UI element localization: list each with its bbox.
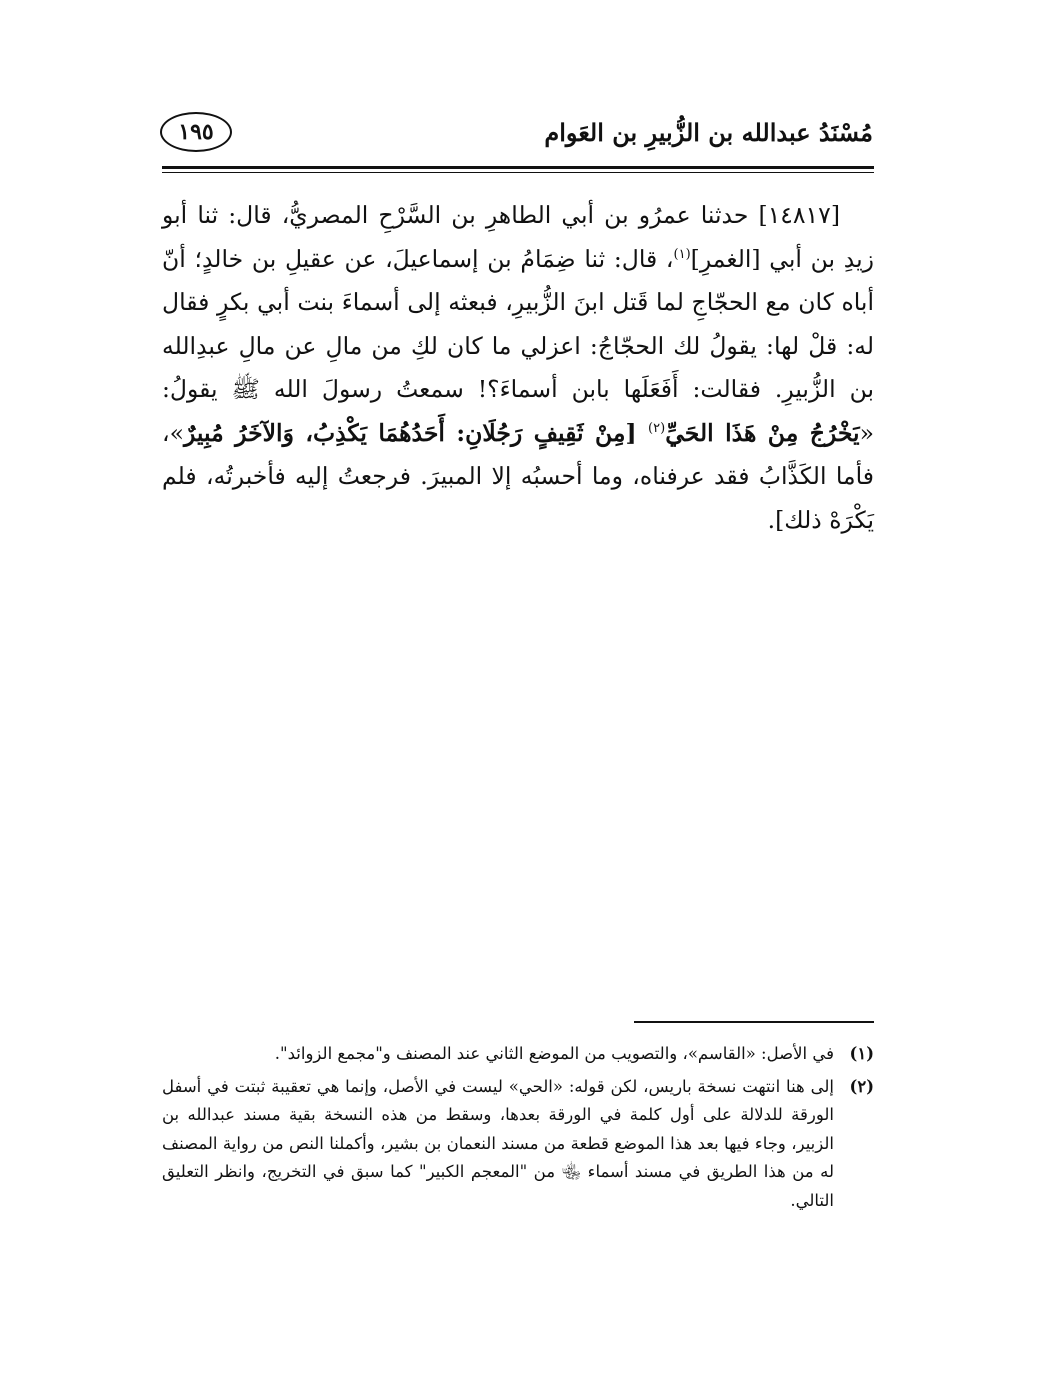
footnote-text: في الأصل: «القاسم»، والتصويب من الموضع الثاني عند المصنف و"مجمع الزوائد". [274,1044,834,1063]
footnote-ref-1: (١) [673,246,691,262]
footnote-separator [634,1021,874,1023]
footnote-item [162,1040,874,1069]
hadith-text-part-2: ، قال: ثنا ضِمَامُ بن إسماعيلَ، عن عقيلِ بن خالدٍ؛ أنّ أباه كان مع الحجّاجِ لما قَتل ابنَ الزُّبيرِ، فبعثه إلى أسماءَ بنت أبي بكرٍ فقال له: قلْ لها: يقولُ لك الحجّاجُ: اعزلي ما كان لكِ من مالِ عن مالِ عبدِالله بن الزُّبيرِ. فقالت: أَفَعَلَها بابن أسماءَ؟! سمعتُ رسولَ الله ﷺ يقولُ: « [162,244,874,447]
header-rule-thick [162,166,874,169]
hadith-body [162,194,874,542]
footnote-ref-2: (٢) [648,420,666,436]
page-number-badge [160,112,232,152]
hadith-text-part-1: حدثنا عمرُو بن أبي الطاهرِ بن السَّرْحِ المصريُّ، قال: ثنا أبو زيدِ بن أبي [الغمرِ] [162,201,874,273]
footnotes-section [162,1040,874,1219]
footnote-marker: (١) [849,1044,874,1063]
prophetic-quote-part-2: [مِنْ ثَقِيفٍ رَجُلَانِ: أَحَدُهُمَا يَكْذِبُ، وَالآخَرُ مُبِيرٌ [183,418,649,447]
hadith-text-part-3: »، فأما الكَذَّابُ فقد عرفناه، وما أحسبُه إلا المبيرَ. فرجعتُ إليه فأخبرتُه، فلم يَكْرَهْ ذلك]. [162,418,874,534]
page-header-title: مُسْنَدُ عبدالله بن الزُّبيرِ بن العَوام [544,118,873,147]
header-rule-thin [162,172,874,173]
hadith-number: [١٤٨١٧] [758,201,840,229]
hadith-paragraph [162,194,874,542]
footnote-text: إلى هنا انتهت نسخة باريس، لكن قوله: «الحي» ليست في الأصل، وإنما هي تعقيبة ثبتت في أسفل الورقة للدلالة على أول كلمة في الورقة بعدها، وسقط من هذه النسخة بقية مسند عبدالله بن الزبير، وجاء فيها بعد هذا الموضع قطعة من مسند النعمان بن بشير، وأكملنا النص من رواية المصنف له من هذا الطريق في مسند أسماء ﵄ من "المعجم الكبير" كما سبق في التخريج، وانظر التعليق التالي. [162,1076,834,1210]
footnote-marker: (٢) [849,1076,874,1096]
page-number: ١٩٥ [178,119,214,145]
footnote-item [162,1073,874,1216]
prophetic-quote-part-1: يَخْرُجُ مِنْ هَذَا الحَيِّ [665,418,860,447]
